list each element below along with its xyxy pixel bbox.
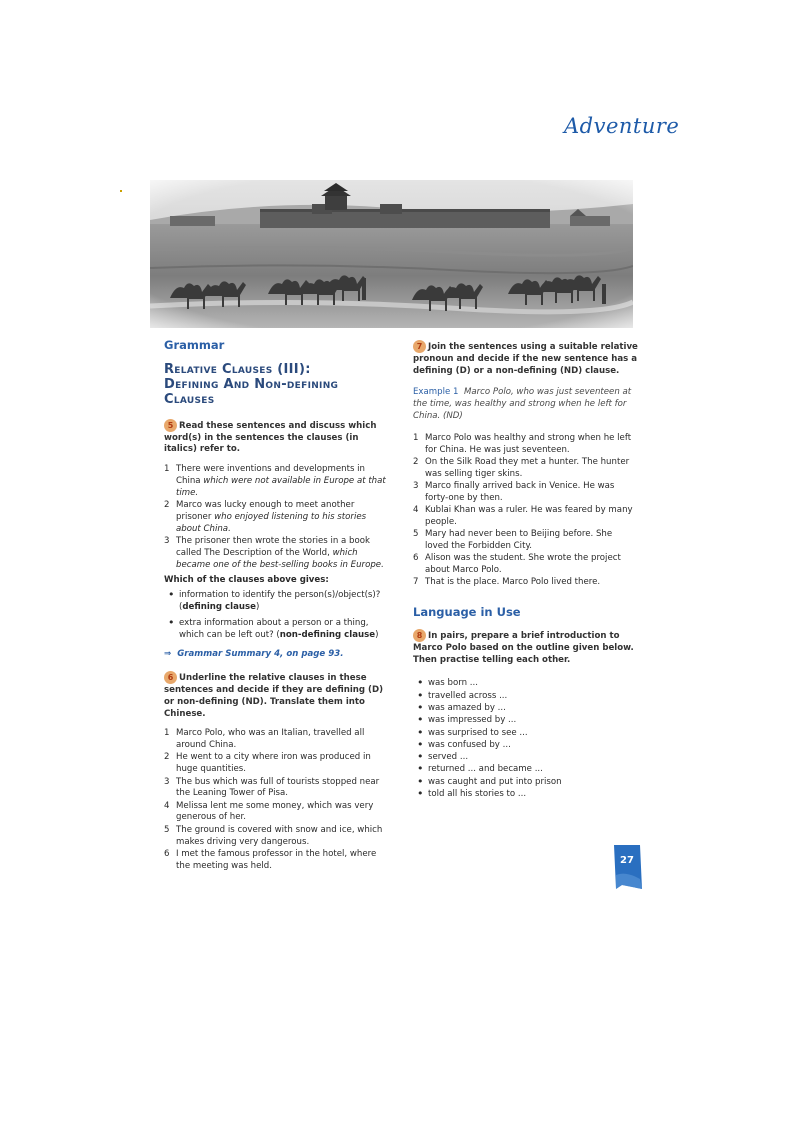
item-number: 2 bbox=[164, 500, 170, 511]
exercise-6-list bbox=[164, 728, 392, 872]
caravan-photo bbox=[150, 180, 633, 328]
bullet-item: • was amazed by ... bbox=[413, 703, 638, 715]
bullet-end: ) bbox=[375, 629, 379, 640]
clause-options-list bbox=[164, 590, 392, 641]
list-item bbox=[413, 457, 638, 481]
exercise-8-instruction bbox=[413, 629, 638, 666]
exercise-number-badge: 8 bbox=[413, 629, 426, 642]
arrow-right-icon: ⇒ bbox=[164, 649, 172, 660]
list-item bbox=[164, 536, 392, 571]
bullet-item: • served ... bbox=[413, 752, 638, 764]
exercise-8 bbox=[413, 629, 638, 801]
bullet-item: • was confused by ... bbox=[413, 740, 638, 752]
example-sentence bbox=[413, 387, 638, 422]
item-text: Marco was lucky enough to meet another prisoner bbox=[176, 500, 355, 522]
item-number: 3 bbox=[413, 480, 419, 491]
item-number: 5 bbox=[164, 824, 170, 835]
bullet-bold: defining clause bbox=[182, 601, 256, 612]
bullet-item: • was impressed by ... bbox=[413, 715, 638, 727]
list-item bbox=[164, 849, 392, 873]
exercise-7-instruction bbox=[413, 340, 638, 377]
item-number: 3 bbox=[164, 535, 170, 546]
grammar-subtitle bbox=[164, 362, 392, 407]
bullet-end: ) bbox=[255, 601, 260, 612]
list-item bbox=[164, 752, 392, 776]
list-item bbox=[164, 464, 392, 499]
item-text: Marco Polo, who was an Italian, travelled all around China. bbox=[176, 728, 365, 751]
decorative-dot bbox=[120, 190, 122, 192]
instruction-text: Read these sentences and discuss which word(s) in the sentences the clauses (in italics) refer to. bbox=[164, 420, 377, 455]
grammar-subtitle-line2: Defining And Non-defining Clauses bbox=[164, 376, 339, 407]
item-text: The bus which was full of tourists stopped near the Leaning Tower of Pisa. bbox=[176, 776, 380, 799]
bullet-item bbox=[164, 590, 392, 614]
list-item bbox=[413, 529, 638, 553]
item-text: On the Silk Road they met a hunter. The hunter was selling tiger skins. bbox=[425, 456, 630, 479]
item-number: 1 bbox=[413, 432, 419, 443]
reference-text: Grammar Summary 4, on page 93. bbox=[177, 649, 344, 660]
item-text: Marco Polo was healthy and strong when he left for China. He was just seventeen. bbox=[425, 432, 632, 455]
exercise-number-badge: 6 bbox=[164, 671, 177, 684]
item-clause: which became one of the best-selling books in Europe. bbox=[176, 547, 384, 570]
exercise-5-list bbox=[164, 464, 392, 571]
example-label: Example 1 bbox=[413, 387, 459, 398]
bullet-item: • travelled across ... bbox=[413, 691, 638, 703]
item-number: 5 bbox=[413, 529, 419, 540]
item-text: There were inventions and developments in China bbox=[176, 464, 365, 486]
item-number: 3 bbox=[164, 776, 170, 787]
exercise-number-badge: 7 bbox=[413, 340, 426, 353]
bullet-item: • was born ... bbox=[413, 678, 638, 690]
bullet-item: • was surprised to see ... bbox=[413, 728, 638, 740]
chapter-title: Adventure bbox=[564, 114, 680, 138]
instruction-text: Join the sentences using a suitable relative pronoun and decide if the new sentence has a defining (D) or a non-defining (ND) clause. bbox=[413, 342, 638, 376]
bullet-item: • was caught and put into prison bbox=[413, 777, 638, 789]
item-text: Kublai Khan was a ruler. He was feared by many people. bbox=[425, 505, 633, 527]
instruction-text: Underline the relative clauses in these sentences and decide if they are defining (D) or non-defining (ND). Translate them into Chinese. bbox=[164, 673, 384, 719]
exercise-7 bbox=[413, 340, 638, 589]
bullet-item bbox=[164, 618, 392, 642]
clause-question: Which of the clauses above gives: bbox=[164, 575, 329, 586]
item-number: 6 bbox=[413, 553, 419, 564]
item-text: Marco finally arrived back in Venice. He was forty-one by then. bbox=[425, 480, 615, 503]
item-text: The ground is covered with snow and ice, which makes driving very dangerous. bbox=[176, 824, 383, 847]
list-item bbox=[413, 577, 638, 589]
item-text: Alison was the student. She wrote the project about Marco Polo. bbox=[425, 553, 621, 576]
item-text: He went to a city where iron was produced in huge quantities. bbox=[176, 752, 371, 775]
item-clause: who enjoyed listening to his stories about China. bbox=[176, 511, 367, 534]
item-number: 6 bbox=[164, 848, 170, 859]
page-number: 27 bbox=[620, 855, 634, 866]
item-number: 2 bbox=[164, 752, 170, 763]
bullet-text: extra information about a person or a thing, which can be left out? ( bbox=[179, 617, 369, 640]
section-title-language-in-use: Language in Use bbox=[413, 605, 521, 620]
grammar-subtitle-line1: Relative Clauses (III): bbox=[164, 361, 311, 377]
item-text: Mary had never been to Beijing before. She loved the Forbidden City. bbox=[425, 529, 613, 551]
page-number-tab bbox=[612, 845, 642, 889]
bullet-bold: non-defining clause bbox=[279, 629, 376, 640]
example-text: Marco Polo, who was just seventeen at the time, was healthy and strong when he left for China. (ND) bbox=[413, 387, 632, 421]
item-clause: which were not available in Europe at that time. bbox=[176, 475, 386, 498]
bullet-item: • returned ... and became ... bbox=[413, 764, 638, 776]
exercise-5-instruction bbox=[164, 419, 392, 456]
exercise-6 bbox=[164, 671, 392, 872]
item-number: 4 bbox=[164, 800, 170, 811]
exercise-7-list bbox=[413, 433, 638, 589]
item-number: 7 bbox=[413, 577, 419, 588]
item-number: 1 bbox=[164, 464, 170, 475]
list-item bbox=[164, 500, 392, 535]
list-item bbox=[164, 777, 392, 801]
item-text: That is the place. Marco Polo lived there. bbox=[425, 577, 601, 588]
bullet-text: information to identify the person(s)/object(s)? ( bbox=[179, 590, 381, 612]
item-number: 4 bbox=[413, 505, 419, 516]
exercise-number-badge: 5 bbox=[164, 419, 177, 432]
exercise-5 bbox=[164, 419, 392, 661]
right-column bbox=[413, 340, 638, 801]
list-item bbox=[164, 728, 392, 752]
item-number: 1 bbox=[164, 728, 170, 739]
left-column bbox=[164, 340, 392, 873]
item-text: The prisoner then wrote the stories in a book called The Description of the World, bbox=[176, 535, 370, 558]
section-title-grammar: Grammar bbox=[164, 338, 225, 352]
list-item bbox=[164, 825, 392, 849]
bullet-item: • told all his stories to ... bbox=[413, 789, 638, 801]
list-item bbox=[413, 481, 638, 505]
outline-list bbox=[413, 678, 638, 800]
instruction-text: In pairs, prepare a brief introduction to Marco Polo based on the outline given below. Then practise telling each other. bbox=[413, 630, 634, 665]
item-text: Melissa lent me some money, which was very generous of her. bbox=[176, 800, 374, 823]
list-item bbox=[164, 801, 392, 825]
list-item bbox=[413, 433, 638, 457]
item-text: I met the famous professor in the hotel, where the meeting was held. bbox=[176, 848, 377, 871]
list-item bbox=[413, 553, 638, 577]
grammar-summary-reference bbox=[164, 649, 392, 661]
list-item bbox=[413, 505, 638, 529]
item-number: 2 bbox=[413, 456, 419, 467]
exercise-6-instruction bbox=[164, 671, 392, 720]
